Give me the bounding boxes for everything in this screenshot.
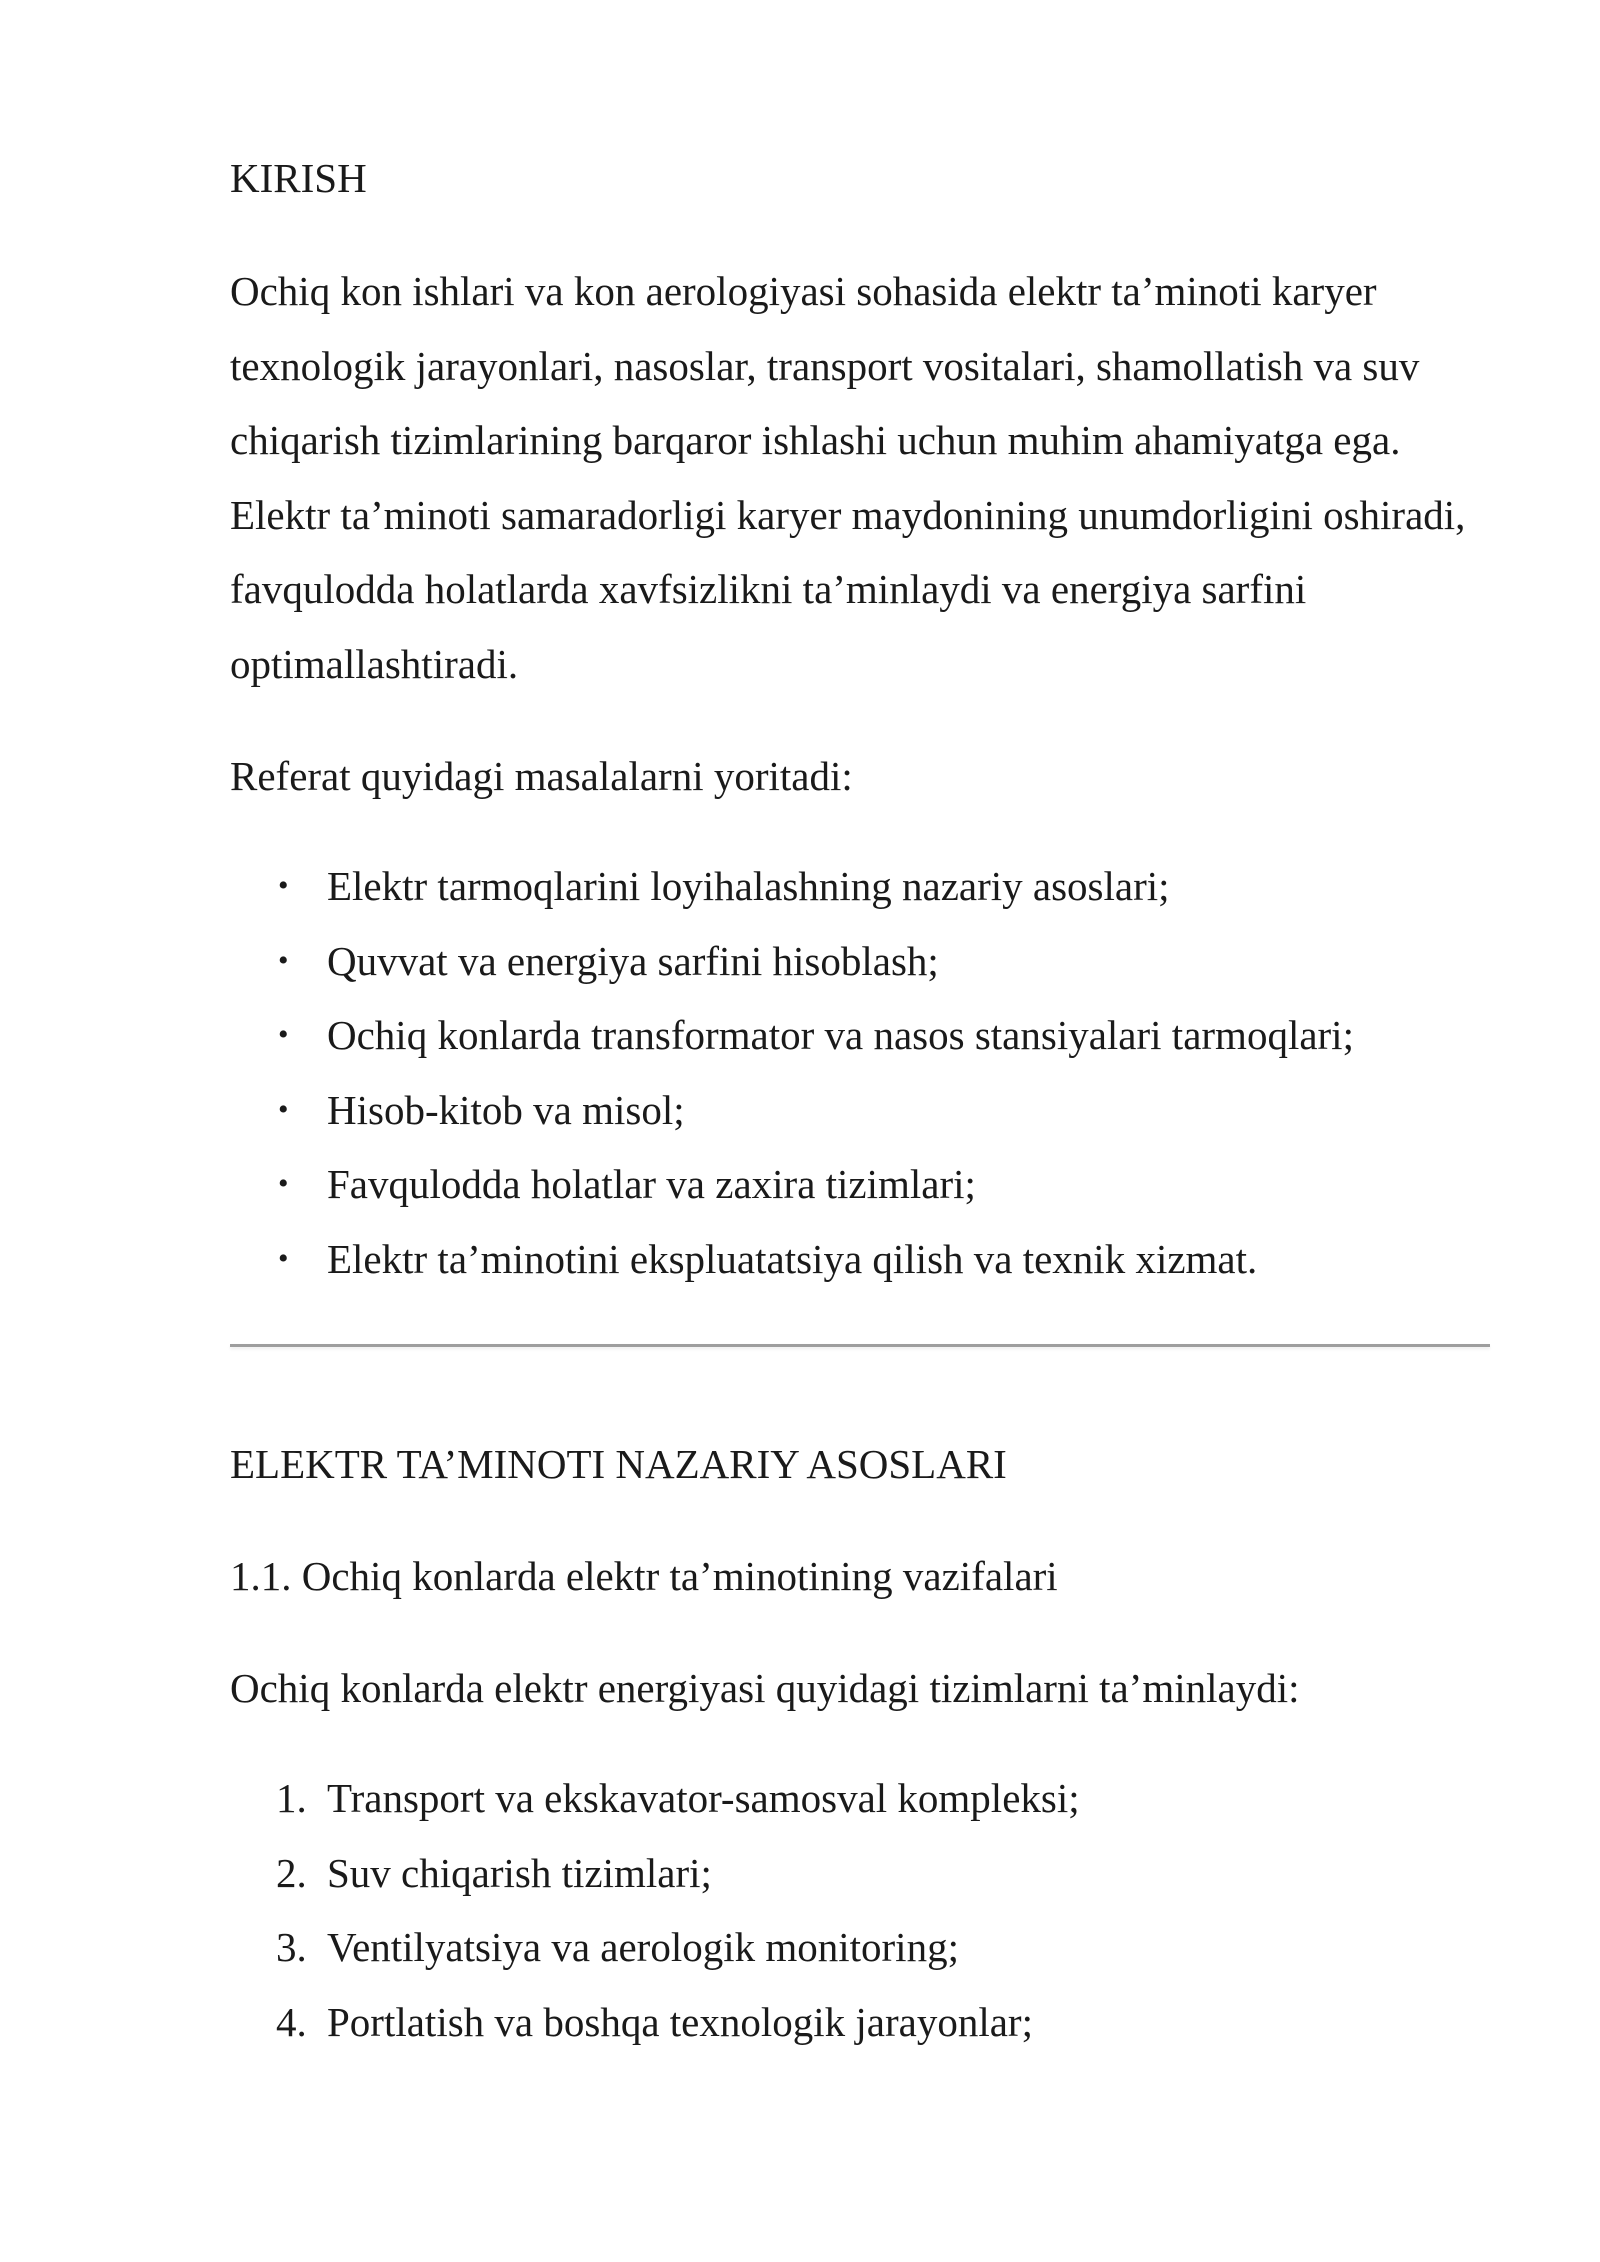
- bullet-icon: •: [278, 943, 289, 977]
- section-numbered-list: [230, 1761, 1490, 2059]
- list-item-text: Transport va ekskavator-samosval kompleksi;: [327, 1775, 1080, 1821]
- list-number: 3.: [276, 1924, 307, 1970]
- list-item-text: Hisob-kitob va misol;: [327, 1086, 685, 1133]
- section-heading: ELEKTR TA’MINOTI NAZARIY ASOSLARI: [230, 1441, 1007, 1487]
- list-number: 4.: [276, 1998, 307, 2045]
- list-number: 1.: [276, 1775, 307, 1821]
- list-item: [230, 1836, 1490, 1911]
- list-number: 2.: [276, 1849, 307, 1896]
- intro-bullet-list: [230, 849, 1490, 1296]
- list-item-text: Elektr ta’minotini ekspluatatsiya qilish va texnik xizmat.: [327, 1235, 1258, 1282]
- list-item-text: Portlatish va boshqa texnologik jarayonlar;: [327, 1998, 1033, 2045]
- list-item: [230, 1222, 1490, 1297]
- intro-heading: KIRISH: [230, 155, 367, 201]
- list-item-text: Elektr tarmoqlarini loyihalashning nazariy asoslari;: [327, 863, 1170, 909]
- bullet-icon: •: [278, 1018, 289, 1051]
- list-item: [230, 1910, 1490, 1985]
- list-item: [230, 998, 1490, 1073]
- list-item-text: Ventilyatsiya va aerologik monitoring;: [327, 1924, 959, 1970]
- bullet-icon: •: [278, 1092, 289, 1126]
- list-item: [230, 1073, 1490, 1148]
- section-divider: [230, 1344, 1490, 1347]
- list-item: [230, 1761, 1490, 1836]
- section-list-intro: Ochiq konlarda elektr energiyasi quyidagi tizimlarni ta’minlaydi:: [230, 1665, 1300, 1711]
- list-item-text: Ochiq konlarda transformator va nasos stansiyalari tarmoqlari;: [327, 1012, 1354, 1058]
- list-item-text: Suv chiqarish tizimlari;: [327, 1849, 712, 1896]
- list-item: [230, 924, 1490, 999]
- intro-list-intro: Referat quyidagi masalalarni yoritadi:: [230, 753, 853, 799]
- list-item-text: Quvvat va energiya sarfini hisoblash;: [327, 937, 939, 984]
- bullet-icon: •: [278, 1167, 289, 1200]
- intro-paragraph: Ochiq kon ishlari va kon aerologiyasi sohasida elektr ta’minoti karyer texnologik jarayonlari, nasoslar, transport vositalari, shamollatish va suv chiqarish tizimlarining barqaror ishlashi uchun muhim ahamiyatga ega. Elektr ta’minoti samaradorligi karyer maydonining unumdorligini oshiradi, favqulodda holatlarda xavfsizlikni ta’minlaydi va energiya sarfini optimallashtiradi.: [230, 268, 1466, 687]
- bullet-icon: •: [278, 869, 289, 902]
- bullet-icon: •: [278, 1241, 289, 1275]
- list-item: [230, 1147, 1490, 1222]
- list-item: [230, 1985, 1490, 2060]
- list-item: [230, 849, 1490, 924]
- list-item-text: Favqulodda holatlar va zaxira tizimlari;: [327, 1161, 976, 1207]
- section-subheading: 1.1. Ochiq konlarda elektr ta’minotining vazifalari: [230, 1553, 1058, 1599]
